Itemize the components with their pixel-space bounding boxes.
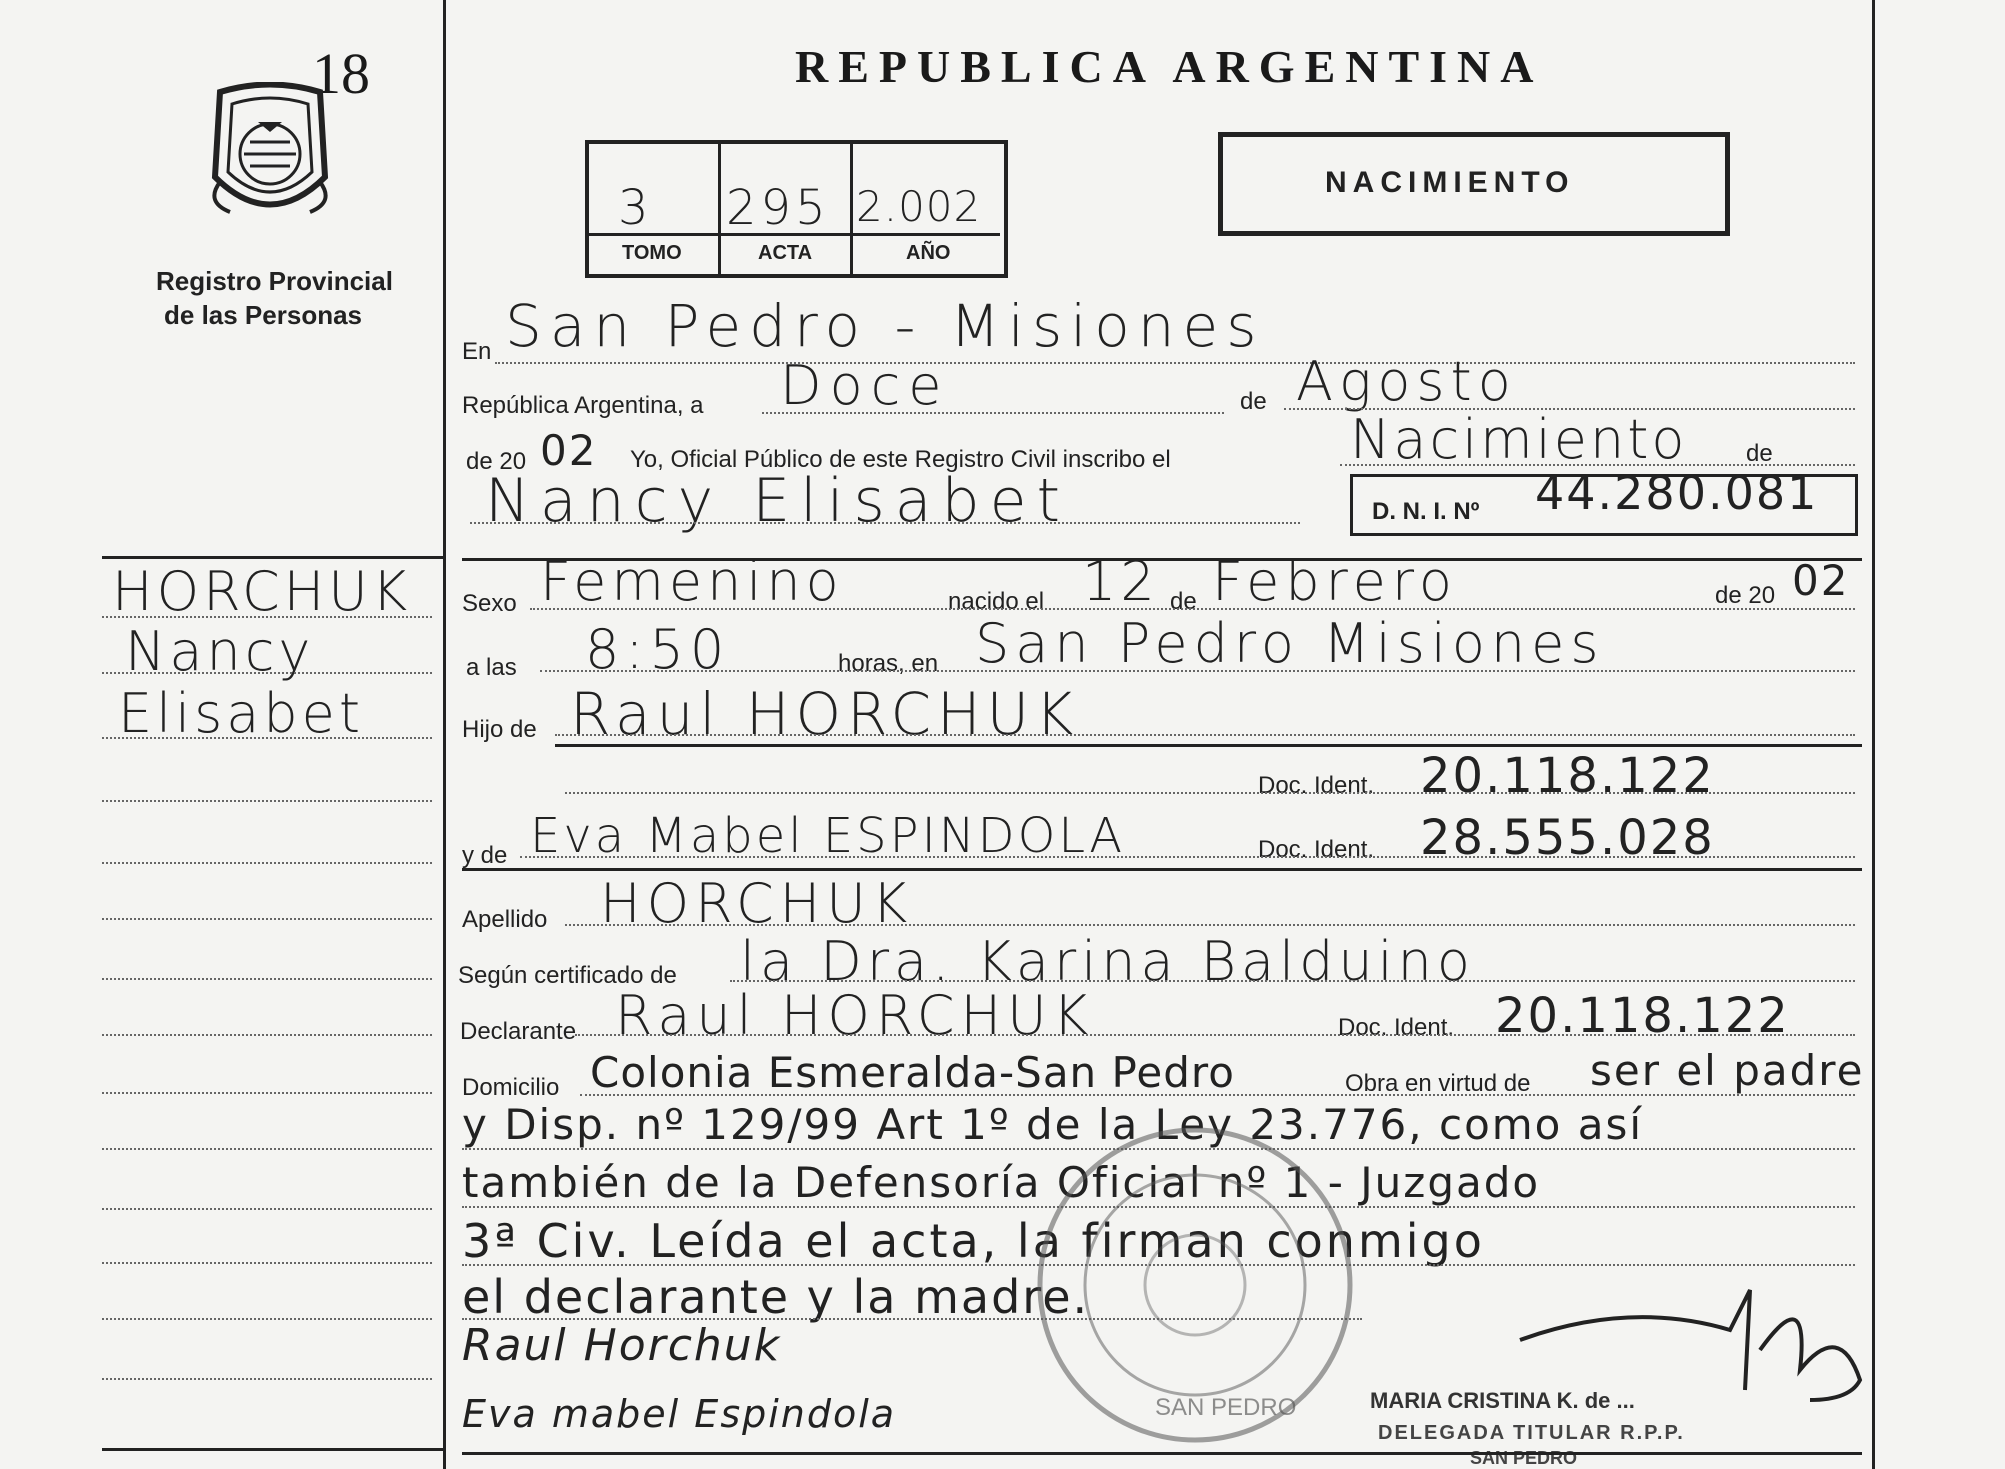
note-line-3: 3ª Civ. Leída el acta, la firman conmigo <box>462 1214 1485 1268</box>
tomo-label: TOMO <box>622 242 682 264</box>
republica-label: República Argentina, a <box>462 392 704 419</box>
mother-name: Eva Mabel ESPINDOLA <box>530 808 1126 864</box>
margin-line <box>102 1092 432 1094</box>
line-domicilio <box>580 1094 1855 1096</box>
line-mother <box>520 856 1855 858</box>
margin-line <box>102 1208 432 1210</box>
official-text: Yo, Oficial Público de este Registro Civil inscribo el <box>630 446 1171 473</box>
domicilio-value: Colonia Esmeralda-San Pedro <box>590 1048 1235 1097</box>
margin-line <box>102 862 432 864</box>
mother-doc: 28.555.028 <box>1420 810 1715 866</box>
margin-line <box>102 918 432 920</box>
en-label: En <box>462 338 492 365</box>
year-suffix: 02 <box>540 426 598 475</box>
sexo-label: Sexo <box>462 590 517 617</box>
yde-label: y de <box>462 842 508 869</box>
ano-value: 2.002 <box>856 182 982 231</box>
dni-value: 44.280.081 <box>1535 466 1819 520</box>
stamp-line-3: SAN PEDRO <box>1470 1448 1578 1468</box>
de-label-3: de <box>1170 588 1197 615</box>
hijo-label: Hijo de <box>462 716 537 743</box>
line-sexo <box>530 608 1855 610</box>
certificado-value: la Dra. Karina Balduino <box>740 930 1475 993</box>
sexo-value: Femenino <box>540 550 844 613</box>
line-child-name <box>470 522 1300 524</box>
note-line-2: también de la Defensoría Oficial nº 1 - Juzgado <box>462 1158 1541 1207</box>
declarante-label: Declarante <box>460 1018 577 1045</box>
alas-label: a las <box>466 654 517 681</box>
signature-father: Raul Horchuk <box>462 1320 782 1371</box>
declarante-doc-label: Doc. Ident. <box>1338 1014 1455 1041</box>
father-name: Raul HORCHUK <box>570 680 1080 748</box>
margin-line <box>102 672 432 674</box>
birth-year-suffix: 02 <box>1792 556 1850 605</box>
month-written: Agosto <box>1296 350 1517 413</box>
line-day <box>762 412 1224 414</box>
domicilio-label: Domicilio <box>462 1074 560 1101</box>
birth-place: San Pedro Misiones <box>975 612 1605 675</box>
page-number: 18 <box>312 41 370 106</box>
horas-label: horas, en <box>838 650 939 677</box>
svg-text:SAN PEDRO: SAN PEDRO <box>1155 1394 1297 1421</box>
place-value: San Pedro - Misiones <box>505 292 1265 360</box>
seal-icon <box>200 82 340 232</box>
line-certificado <box>730 980 1855 982</box>
birth-day: 12 <box>1082 550 1159 613</box>
acta-label: ACTA <box>758 242 813 264</box>
country-title: REPUBLICA ARGENTINA <box>795 41 1544 92</box>
tomo-value: 3 <box>618 180 653 236</box>
registry-name-line1: Registro Provincial <box>156 266 393 296</box>
stamp-line-1: MARIA CRISTINA K. de ... <box>1370 1388 1635 1413</box>
margin-line <box>102 1262 432 1264</box>
margin-first-name: Nancy <box>125 620 315 683</box>
father-doc-label: Doc. Ident. <box>1258 772 1375 799</box>
mother-doc-label: Doc. Ident. <box>1258 836 1375 863</box>
margin-line <box>102 1148 432 1150</box>
line-declarante <box>575 1034 1855 1036</box>
de-label: de <box>1240 388 1267 415</box>
official-round-stamp <box>1030 1120 1360 1450</box>
apellido-value: HORCHUK <box>600 872 914 935</box>
ano-label: AÑO <box>906 242 951 264</box>
line-father <box>555 734 1855 736</box>
de-label-2: de <box>1746 440 1773 467</box>
margin-line <box>102 1318 432 1320</box>
rule-mother <box>462 868 1862 871</box>
margin-line <box>102 616 432 618</box>
obra-label: Obra en virtud de <box>1345 1070 1531 1097</box>
act-value: Nacimiento <box>1350 408 1688 471</box>
declarante-value: Raul HORCHUK <box>615 984 1095 1047</box>
birth-month: Febrero <box>1212 550 1458 613</box>
obra-value: ser el padre <box>1590 1046 1865 1095</box>
bottom-rule <box>462 1452 1862 1455</box>
registry-name-line2: de las Personas <box>164 300 362 330</box>
line-apellido <box>565 924 1855 926</box>
birth-time: 8:50 <box>585 618 731 681</box>
stamp-line-2: DELEGADA TITULAR R.P.P. <box>1378 1422 1685 1444</box>
declarante-doc: 20.118.122 <box>1495 988 1790 1044</box>
apellido-label: Apellido <box>462 906 548 933</box>
margin-line <box>102 978 432 980</box>
nacido-label: nacido el <box>948 588 1045 615</box>
dni-label: D. N. I. Nº <box>1372 498 1480 525</box>
record-box-divider-1 <box>718 144 721 274</box>
round-stamp-icon <box>1030 1120 1360 1450</box>
day-written: Doce <box>780 354 950 417</box>
margin-line <box>102 737 432 739</box>
year-prefix-2: de 20 <box>1715 582 1776 609</box>
margin-surname: HORCHUK <box>112 560 412 623</box>
year-prefix: de 20 <box>466 448 527 475</box>
margin-line <box>102 1378 432 1380</box>
father-doc: 20.118.122 <box>1420 748 1715 804</box>
margin-line <box>102 1034 432 1036</box>
segun-label: Según certificado de <box>458 962 677 989</box>
acta-value: 295 <box>726 180 830 236</box>
line-place <box>495 362 1855 364</box>
note-line-1: y Disp. nº 129/99 Art 1º de la Ley 23.776, como así <box>462 1100 1644 1149</box>
rule-father <box>555 744 1862 747</box>
margin-top-rule <box>102 556 443 559</box>
record-type: NACIMIENTO <box>1325 166 1575 199</box>
note-line-4: el declarante y la madre. <box>462 1270 1090 1324</box>
line-time <box>540 670 1855 672</box>
provincial-seal <box>200 82 340 232</box>
signature-mother: Eva mabel Espindola <box>462 1392 897 1436</box>
left-column-divider <box>443 0 446 1469</box>
margin-middle-name: Elisabet <box>118 682 365 745</box>
margin-line <box>102 800 432 802</box>
margin-bottom-rule <box>102 1448 443 1451</box>
right-page-edge <box>1872 0 1875 1469</box>
record-box-divider-2 <box>850 144 853 274</box>
child-name: Nancy Elisabet <box>485 466 1071 536</box>
line-father-doc <box>565 792 1855 794</box>
